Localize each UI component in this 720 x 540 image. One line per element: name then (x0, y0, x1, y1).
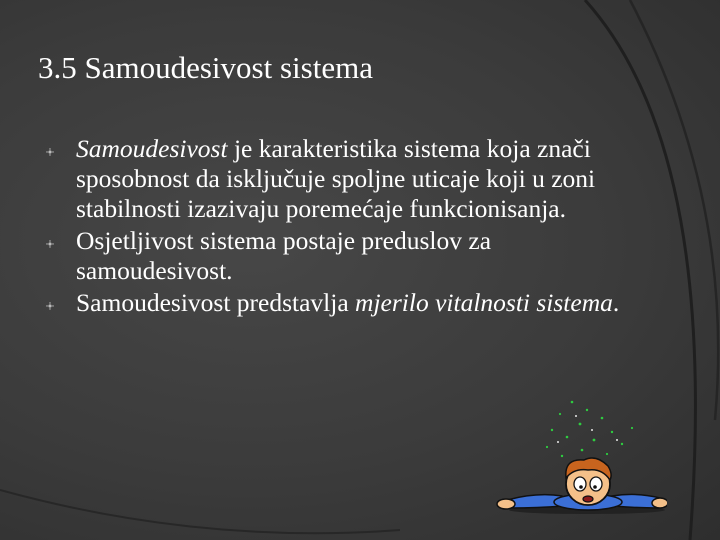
diamond-dot-icon (46, 240, 54, 248)
bullet-item (46, 226, 626, 286)
bullet-text-tail: . (612, 288, 620, 317)
bullet-item (46, 288, 626, 318)
bullet-item (46, 134, 626, 224)
slide-title: 3.5 Samoudesivost sistema (38, 50, 373, 85)
bullet-text: Osjetljivost sistema postaje preduslov za samoudesivost. (76, 226, 492, 285)
bullet-emphasis: mjerilo vitalnosti sistema (355, 288, 613, 317)
exhausted-man-cartoon (492, 392, 667, 522)
diamond-dot-icon (46, 148, 54, 156)
bullet-list (46, 134, 626, 320)
bullet-text: je karakteristika sistema koja znači sposobnost da isključuje spoljne uticaje koji u zoni stabilnosti izazivaju poremećaje funkcionisanja. (76, 134, 596, 223)
diamond-dot-icon (46, 302, 54, 310)
bullet-text: Samoudesivost predstavlja (76, 288, 356, 317)
bullet-emphasis: Samoudesivost (76, 134, 228, 163)
